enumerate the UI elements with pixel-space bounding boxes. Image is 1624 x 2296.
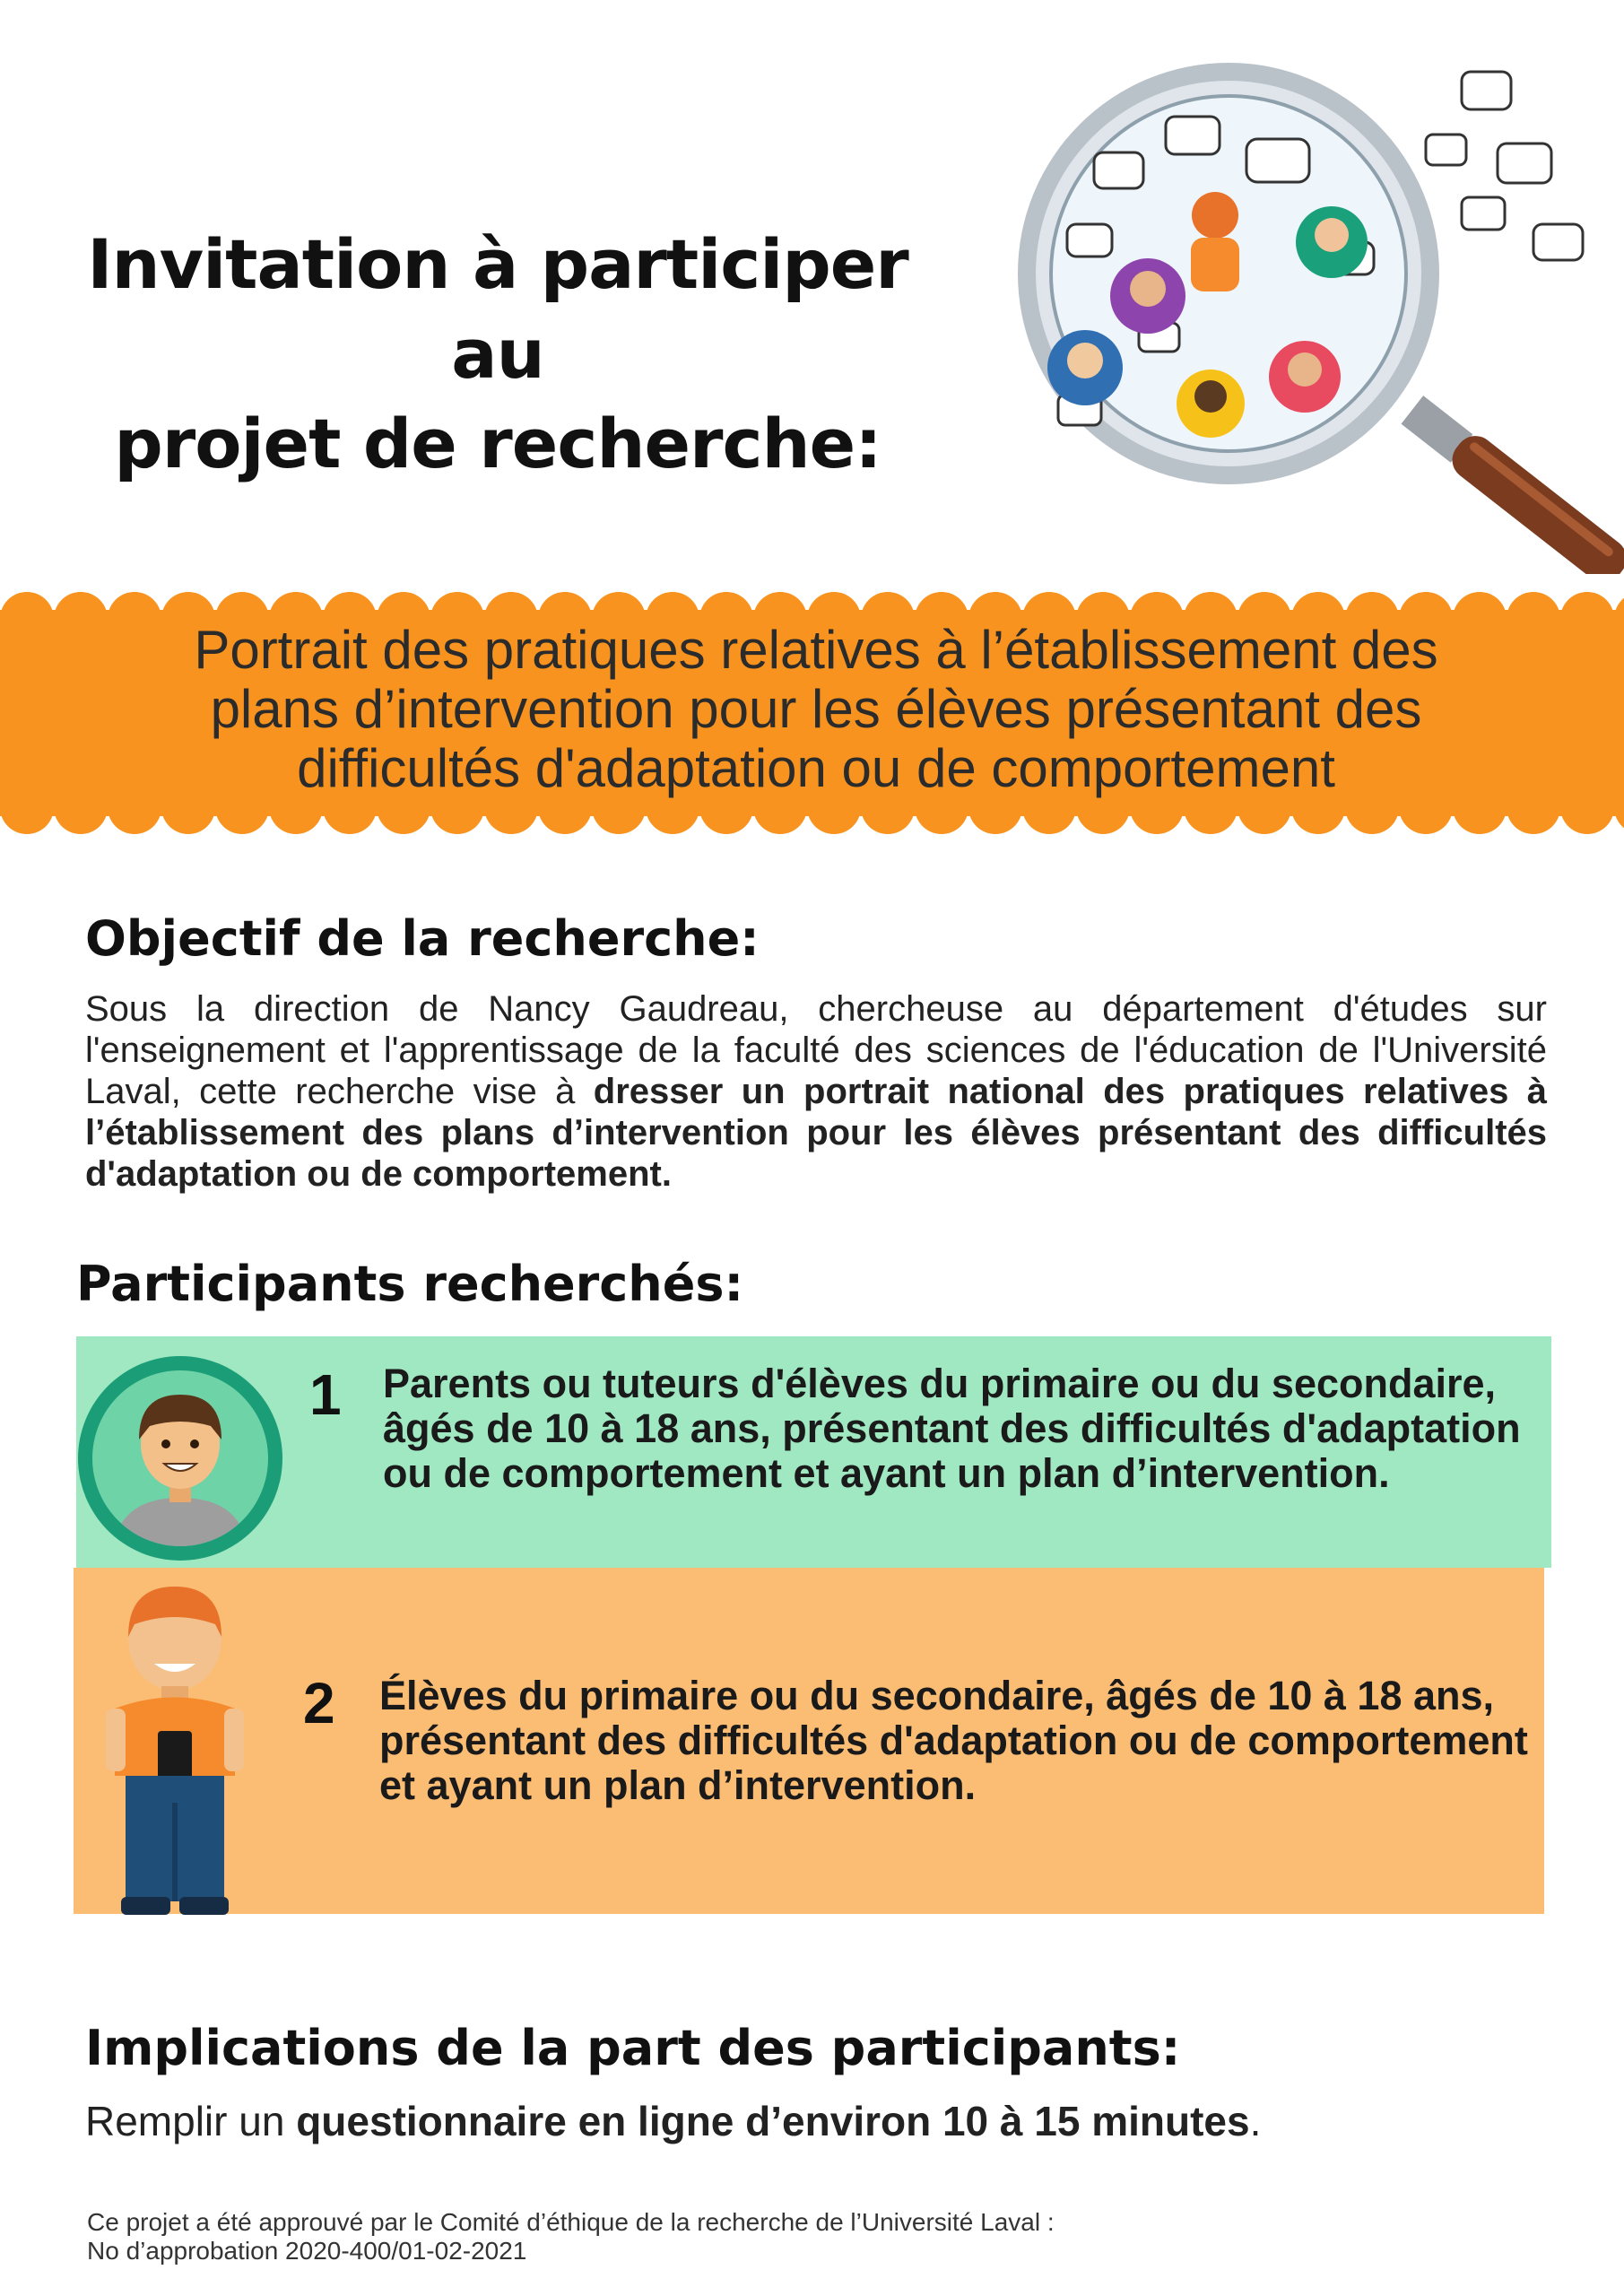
footer-line-2: No d’approbation 2020-400/01-02-2021 (87, 2237, 527, 2265)
objective-paragraph (85, 988, 1547, 1195)
banner-line-1: Portrait des pratiques relatives à l’établissement des (194, 620, 1438, 680)
page-title (45, 220, 951, 489)
implications-heading: Implications de la part des participants: (85, 2020, 1181, 2076)
student-figure-icon (99, 1574, 251, 1915)
objective-text-plain: Sous la direction de Nancy Gaudreau, chercheuse au département d'études sur l'enseignement et l'apprentissage de la faculté des sciences de l'éducation de l'Université Laval, cette recherche vise à (85, 989, 1547, 1111)
parent-avatar-icon (76, 1354, 284, 1562)
participants-heading: Participants recherchés: (76, 1256, 744, 1312)
magnifying-glass-icon (960, 54, 1624, 574)
ethics-footer (87, 2208, 1432, 2266)
implications-text-bold: questionnaire en ligne d’environ 10 à 15 minutes (296, 2098, 1250, 2144)
participant-text-2: Élèves du primaire ou du secondaire, âgés de 10 à 18 ans, présentant des difficultés d'adaptation ou de comportement et ayant un plan d’intervention. (379, 1673, 1528, 1808)
objective-text-bold: dresser un portrait national des pratiques relatives à l’établissement des plans d’intervention pour les élèves présentant des difficultés d'adaptation ou de comportement. (85, 1072, 1547, 1194)
participant-text-1: Parents ou tuteurs d'élèves du primaire ou du secondaire, âgés de 10 à 18 ans, présentant des difficultés d'adaptation ou de comportement et ayant un plan d’intervention. (383, 1361, 1521, 1496)
implications-paragraph (85, 2097, 1261, 2145)
title-line-1: Invitation à participer au (87, 224, 908, 394)
banner-text (54, 621, 1578, 798)
objective-heading: Objectif de la recherche: (85, 910, 760, 967)
title-line-2: projet de recherche: (114, 404, 881, 483)
footer-line-1: Ce projet a été approuvé par le Comité d’éthique de la recherche de l’Université Laval : (87, 2208, 1055, 2236)
banner-line-3: difficultés d'adaptation ou de comportement (297, 738, 1335, 798)
banner-line-2: plans d’intervention pour les élèves présentant des (210, 679, 1422, 739)
participant-number-2: 2 (303, 1671, 335, 1735)
implications-text-end: . (1249, 2098, 1262, 2144)
implications-text-plain: Remplir un (85, 2098, 297, 2144)
participant-number-1: 1 (309, 1362, 342, 1427)
